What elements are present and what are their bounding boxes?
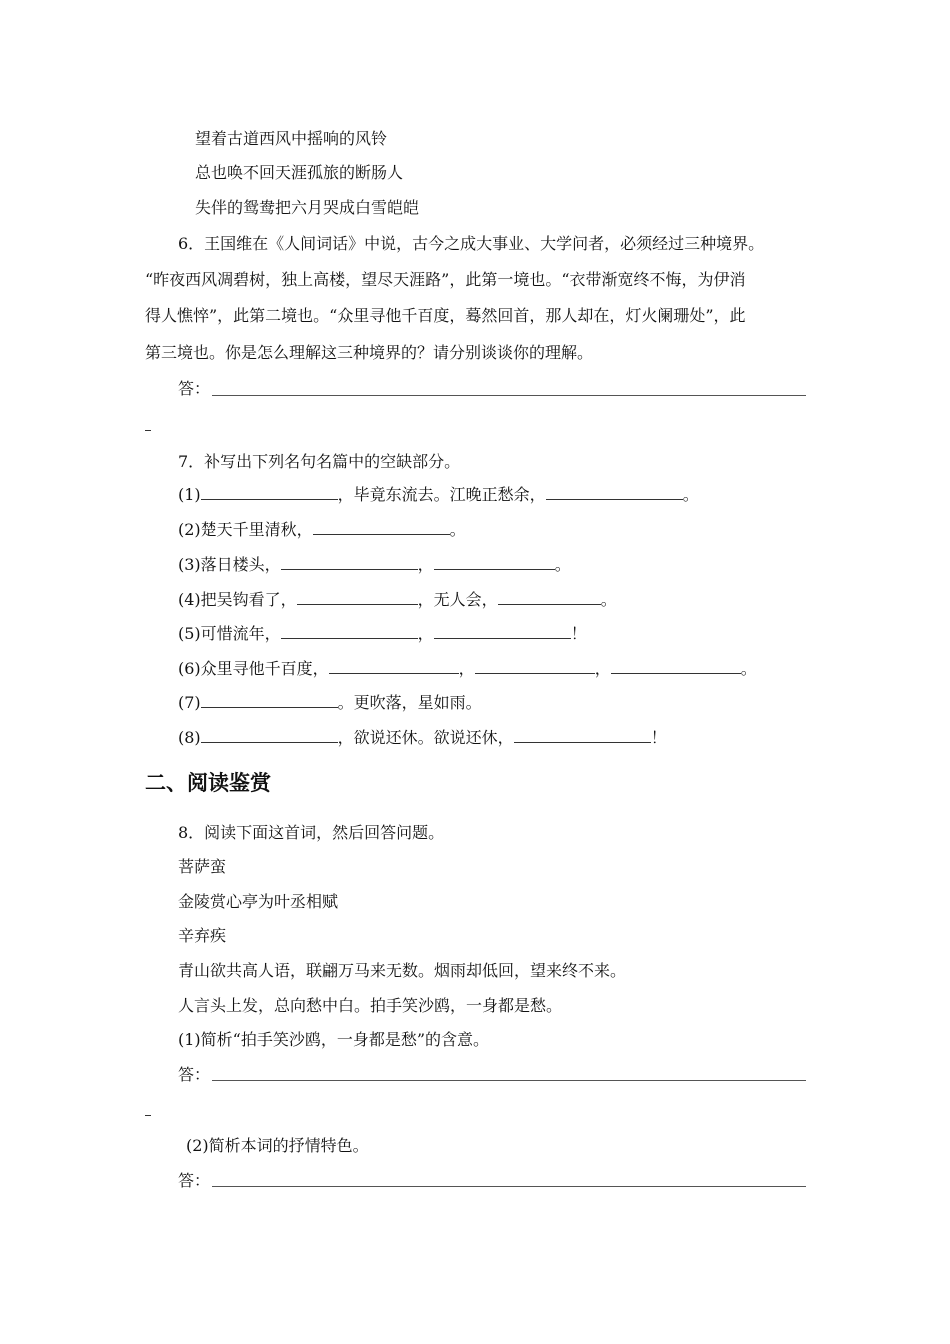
poem-line-3: 失伴的鸳鸯把六月哭成白雪皑皑 [195, 198, 420, 217]
q6-answer-line[interactable] [212, 395, 806, 396]
q7-item-2-end: 。 [449, 520, 466, 539]
q8-sub-question-1: (1)简析“拍手笑沙鸥，一身都是愁”的含意。 [178, 1030, 490, 1049]
q6-answer-line-continuation [145, 430, 151, 431]
q7-item-7-number: (7) [178, 693, 201, 712]
q7-item-6-end: 。 [740, 659, 757, 678]
q7-item-1 [178, 485, 699, 505]
poem-line-1: 望着古道西风中摇响的风铃 [195, 129, 388, 148]
q8-sub-question-2: (2)简析本词的抒情特色。 [186, 1136, 369, 1155]
q7-item-1-end: 。 [682, 485, 699, 504]
fill-blank[interactable] [434, 624, 571, 639]
q7-item-8 [178, 728, 667, 748]
fill-blank[interactable] [475, 659, 595, 674]
q6-line-4: 第三境也。你是怎么理解这三种境界的？请分别谈谈你的理解。 [145, 343, 594, 362]
fill-blank[interactable] [611, 659, 741, 674]
q7-item-7 [178, 693, 482, 713]
section-heading: 二、阅读鉴赏 [145, 771, 271, 795]
fill-blank[interactable] [201, 485, 338, 500]
q7-item-3-text: (3)落日楼头， [178, 555, 281, 574]
q7-item-1-number: (1) [178, 485, 201, 504]
q7-item-5-sep: ， [417, 624, 434, 643]
fill-blank[interactable] [281, 624, 418, 639]
q7-title: 7．补写出下列名句名篇中的空缺部分。 [178, 452, 461, 471]
fill-blank[interactable] [498, 590, 601, 605]
q7-item-7-text: 。更吹落，星如雨。 [337, 693, 482, 712]
q7-item-4-mid: ，无人会， [417, 590, 498, 609]
q7-item-1-text: ，毕竟东流去。江晚正愁余， [337, 485, 546, 504]
q7-item-8-end: ！ [650, 728, 667, 747]
q7-item-6-sep-1: ， [458, 659, 475, 678]
fill-blank[interactable] [201, 693, 338, 708]
poem-line-2: 总也唤不回天涯孤旅的断肠人 [195, 163, 404, 182]
q7-item-6-sep-2: ， [594, 659, 611, 678]
q7-item-3 [178, 555, 571, 575]
q8-answer-label-1: 答： [178, 1065, 211, 1084]
q6-line-2: “昨夜西风凋碧树，独上高楼，望尽天涯路”，此第一境也。“衣带渐宽终不悔，为伊消 [145, 270, 746, 289]
q7-item-6-text: (6)众里寻他千百度， [178, 659, 329, 678]
q7-item-3-end: 。 [554, 555, 571, 574]
q8-answer-line-1-continuation [145, 1115, 151, 1116]
q8-poem-subtitle: 金陵赏心亭为叶丞相赋 [178, 892, 339, 911]
fill-blank[interactable] [201, 728, 338, 743]
q6-line-1: 6．王国维在《人间词话》中说，古今之成大事业、大学问者，必须经过三种境界。 [178, 234, 765, 253]
q7-item-5 [178, 624, 587, 644]
q7-item-3-sep: ， [417, 555, 434, 574]
q8-answer-label-2: 答： [178, 1171, 211, 1190]
q7-item-4 [178, 590, 617, 610]
fill-blank[interactable] [313, 520, 450, 535]
q6-line-3: 得人憔悴”，此第二境也。“众里寻他千百度，蓦然回首，那人却在，灯火阑珊处”，此 [145, 306, 746, 325]
q7-item-5-end: ！ [570, 624, 587, 643]
q8-answer-line-1[interactable] [212, 1080, 806, 1081]
q8-author: 辛弃疾 [178, 926, 227, 945]
fill-blank[interactable] [329, 659, 459, 674]
q7-item-2 [178, 520, 466, 540]
q8-verse-1: 青山欲共高人语，联翩万马来无数。烟雨却低回，望来终不来。 [178, 961, 627, 980]
q8-poem-title: 菩萨蛮 [178, 857, 227, 876]
fill-blank[interactable] [434, 555, 555, 570]
q7-item-2-text: (2)楚天千里清秋， [178, 520, 313, 539]
q7-item-4-text: (4)把吴钩看了， [178, 590, 297, 609]
q7-item-4-end: 。 [600, 590, 617, 609]
q8-answer-line-2[interactable] [212, 1186, 806, 1187]
fill-blank[interactable] [514, 728, 651, 743]
q7-item-8-text: ，欲说还休。欲说还休， [337, 728, 514, 747]
fill-blank[interactable] [546, 485, 683, 500]
q8-intro: 8．阅读下面这首词，然后回答问题。 [178, 823, 445, 842]
q7-item-5-text: (5)可惜流年， [178, 624, 281, 643]
fill-blank[interactable] [281, 555, 418, 570]
q7-item-6 [178, 659, 757, 679]
q7-item-8-number: (8) [178, 728, 201, 747]
fill-blank[interactable] [297, 590, 418, 605]
q8-verse-2: 人言头上发，总向愁中白。拍手笑沙鸥，一身都是愁。 [178, 996, 563, 1015]
q6-answer-label: 答： [178, 379, 211, 398]
